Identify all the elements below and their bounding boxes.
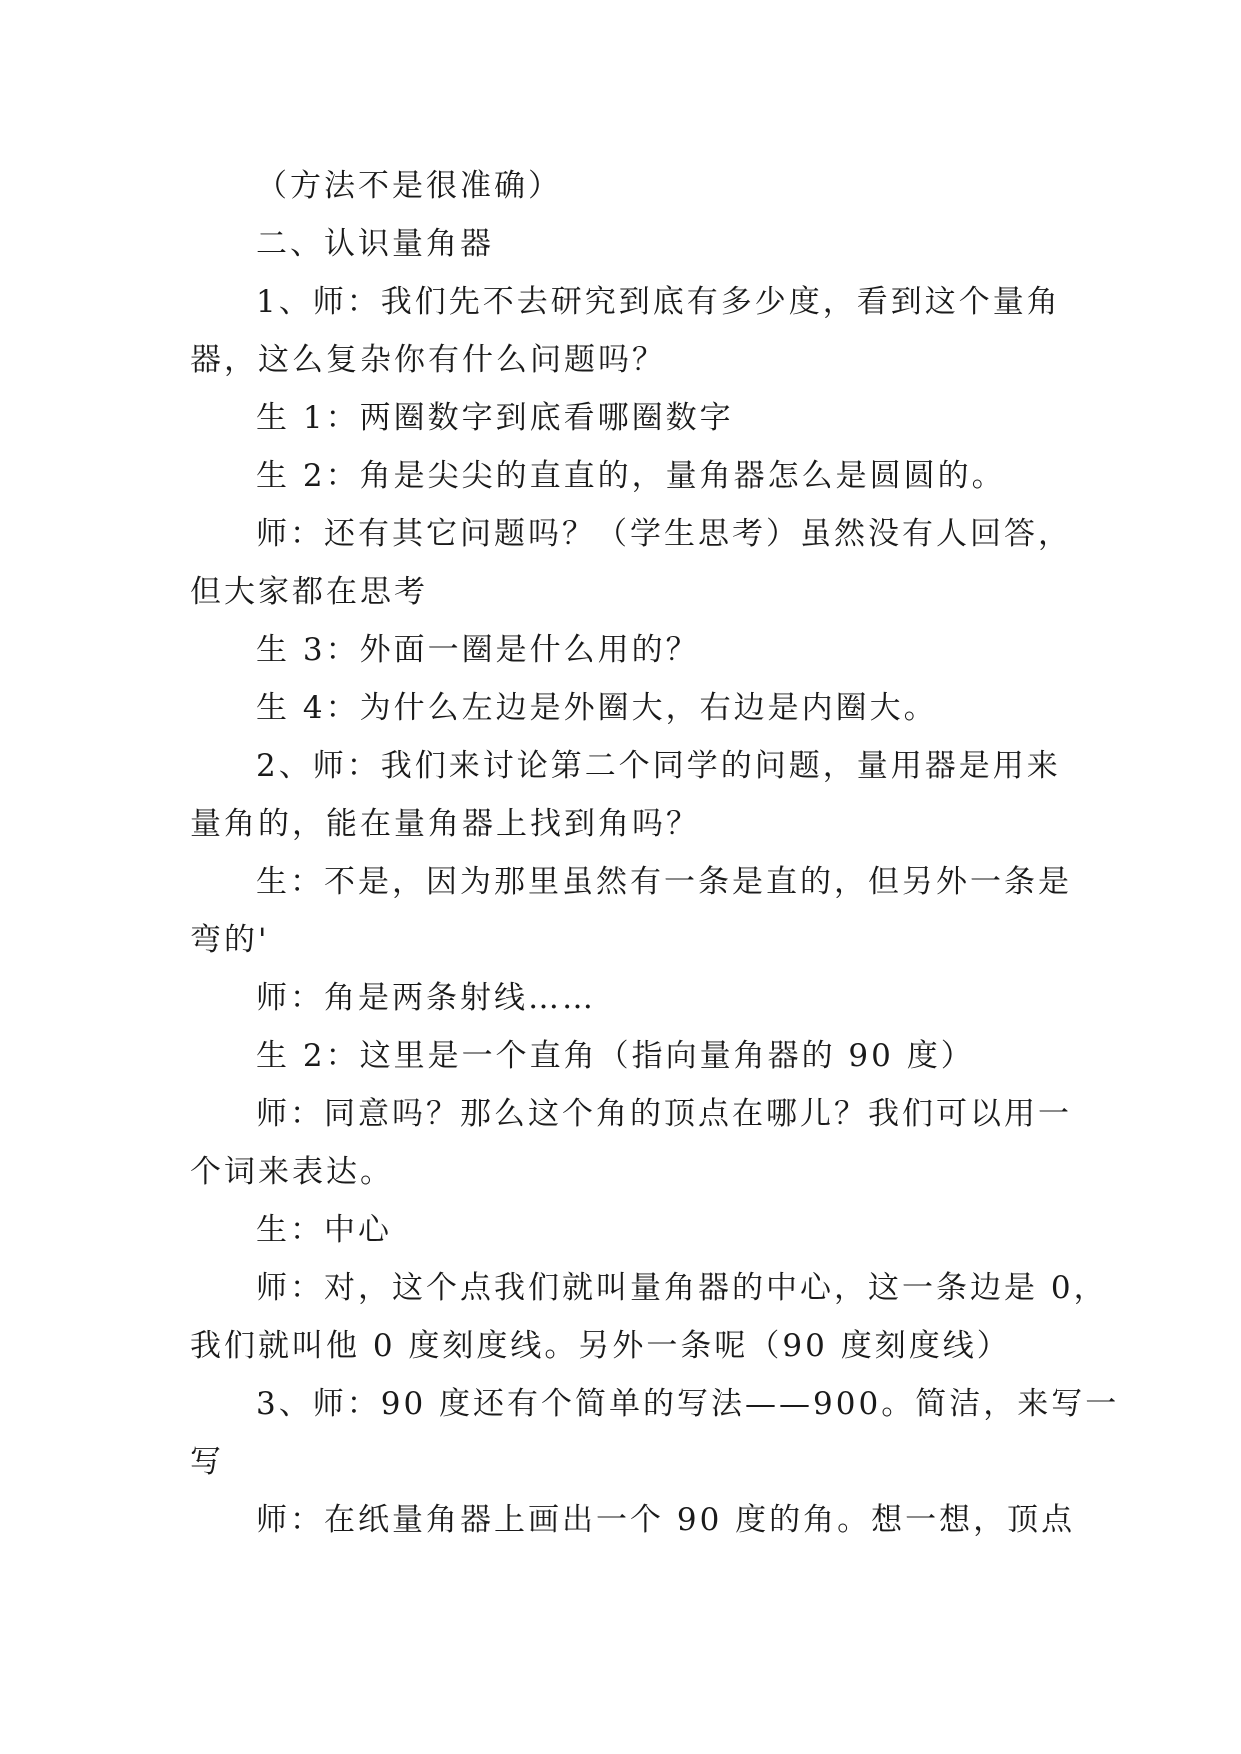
paragraph-line: 生 3：外面一圈是什么用的？ [256,632,700,668]
paragraph-line: 师：同意吗？那么这个角的顶点在哪儿？我们可以用一 [256,1096,1072,1132]
paragraph-line: 师：角是两条射线…… [256,980,596,1016]
paragraph-line: 师：在纸量角器上画出一个 90 度的角。想一想，顶点 [256,1502,1076,1538]
paragraph-line: 生：中心 [256,1212,392,1248]
paragraph-line: 3、师：90 度还有个简单的写法——900。简洁，来写一 [256,1386,1120,1422]
paragraph-line: 器，这么复杂你有什么问题吗？ [190,342,666,378]
paragraph-line: 生：不是，因为那里虽然有一条是直的，但另外一条是 [256,864,1072,900]
paragraph-line: 生 1：两圈数字到底看哪圈数字 [256,400,734,436]
section-heading: 二、认识量角器 [256,226,494,262]
paragraph-line: 师：还有其它问题吗？（学生思考）虽然没有人回答， [256,516,1072,552]
paragraph-line: 生 4：为什么左边是外圈大，右边是内圈大。 [256,690,938,726]
paragraph-line: 师：对，这个点我们就叫量角器的中心，这一条边是 0， [256,1270,1108,1306]
paragraph-line: 弯的' [190,922,270,958]
paragraph-line: 写 [190,1444,224,1480]
paragraph-line: 生 2：这里是一个直角（指向量角器的 90 度） [256,1038,975,1074]
paragraph-line: 个词来表达。 [190,1154,394,1190]
paragraph-line: 生 2：角是尖尖的直直的，量角器怎么是圆圆的。 [256,458,1006,494]
paragraph-line: 但大家都在思考 [190,574,428,610]
paragraph-line: 2、师：我们来讨论第二个同学的问题，量用器是用来 [256,748,1061,784]
paragraph-line: 1、师：我们先不去研究到底有多少度，看到这个量角 [256,284,1061,320]
paragraph-line: （方法不是很准确） [256,168,562,204]
paragraph-line: 我们就叫他 0 度刻度线。另外一条呢（90 度刻度线） [190,1328,1011,1364]
paragraph-line: 量角的，能在量角器上找到角吗？ [190,806,700,842]
